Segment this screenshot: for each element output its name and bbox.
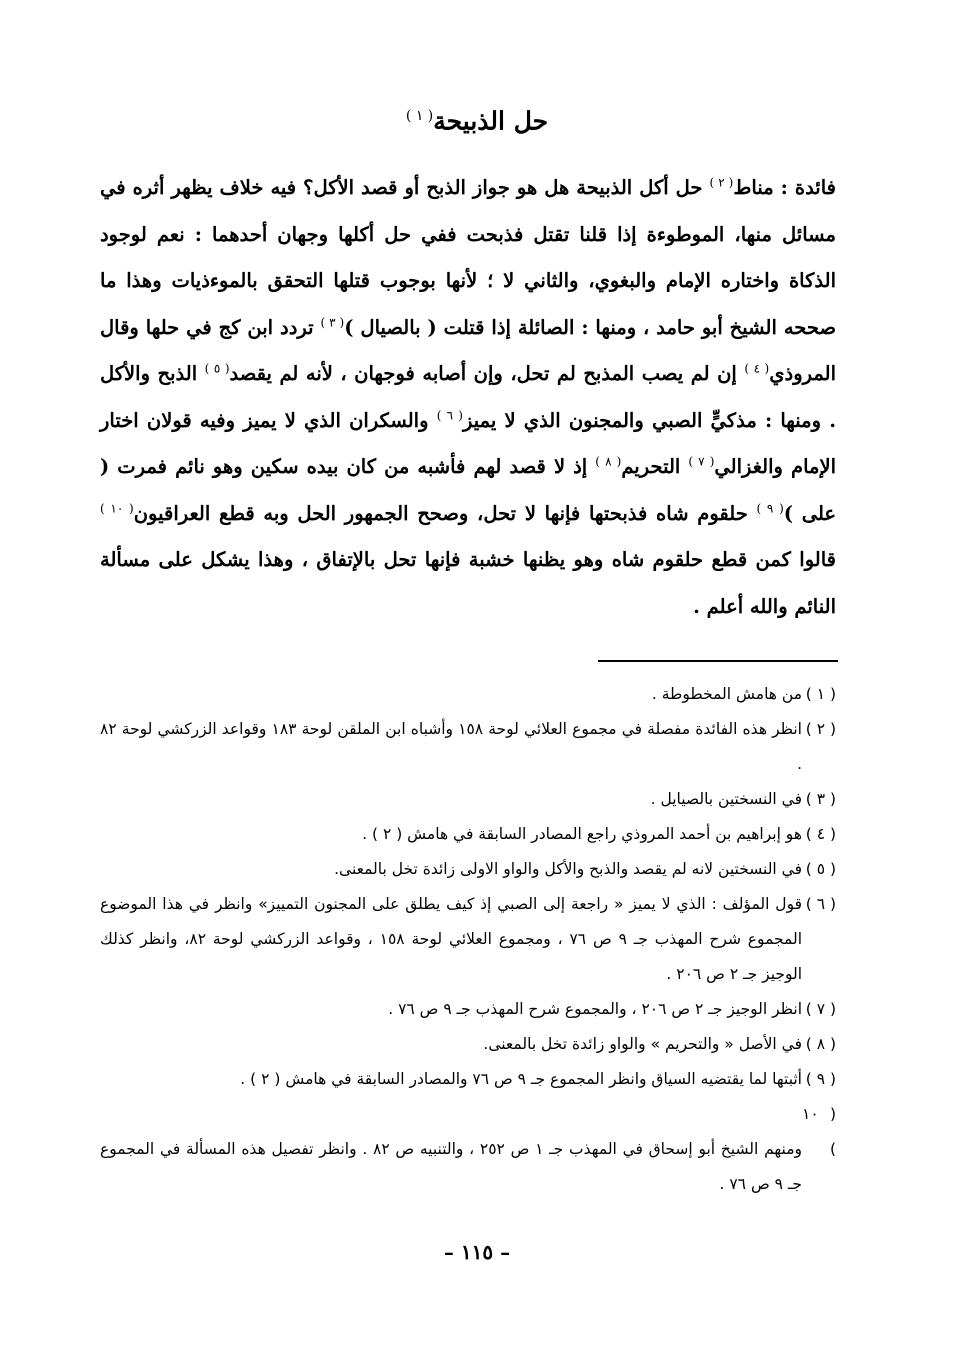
footnote-ref: ( ٦ ): [436, 408, 463, 422]
footnote: [100, 1062, 836, 1097]
footnote-number: ( ٧ ): [805, 1000, 836, 1018]
paragraph-lead: فائدة :: [780, 176, 836, 199]
footnote-number: ( ١٠ ): [802, 1105, 836, 1158]
footnote-text: في النسختين لانه لم يقصد والذبح والأكل والواو الاولى زائدة تخل بالمعنى.: [334, 860, 802, 878]
footnote-number: ( ٣ ): [805, 790, 836, 808]
footnote-ref: ( ١٠ ): [100, 501, 134, 515]
footnote-number: ( ٩ ): [805, 1070, 836, 1088]
footnote-text: انظر الوجيز جـ ٢ ص ٢٠٦ ، والمجموع شرح المهذب جـ ٩ ص ٧٦ .: [388, 1000, 802, 1018]
text-segment: حلقوم شاه فذبحتها فإنها لا تحل، وصحح الجمهور الحل وبه قطع العراقيون: [133, 501, 757, 525]
footnote-ref: ( ٩ ): [756, 501, 784, 515]
footnote: [100, 712, 836, 782]
footnote-text: في النسختين بالصيايل .: [650, 790, 802, 808]
footnote: [100, 887, 836, 992]
footnote: [100, 677, 836, 712]
footnote-ref: ( ٨ ): [595, 454, 622, 469]
footnote-ref: ( ٣ ): [320, 315, 345, 329]
footnote-number: ( ٨ ): [805, 1035, 836, 1053]
text-segment: مناط: [733, 176, 781, 199]
footnote-text: قول المؤلف : الذي لا يميز « راجعة إلى الصبي إذ كيف يطلق على المجنون التمييز» وانظر في هذا الموضوع المجموع شرح المهذب جـ ٩ ص ٧٦ ، ومجموع العلائي لوحة ١٥٨ ، وقواعد الزركشي لوحة ٨٢، وانظر كذلك الوجيز جـ ٢ ص ٢٠٦ .: [100, 895, 803, 983]
footnote: [100, 782, 836, 817]
page-title: [0, 96, 954, 141]
footnote: [100, 1097, 836, 1202]
footnote-text: انظر هذه الفائدة مفصلة في مجموع العلائي لوحة ١٥٨ وأشباه ابن الملقن لوحة ١٨٣ وقواعد الزركشي لوحة ٨٢ .: [100, 720, 802, 773]
footnote-text: أثبتها لما يقتضيه السياق وانظر المجموع جـ ٩ ص ٧٦ والمصادر السابقة في هامش ( ٢ ) .: [240, 1070, 802, 1088]
footnotes-list: [100, 677, 836, 1202]
text-segment: إذ لا قصد لهم فأشبه من كان بيده سكين وهو نائم فمرت ( على ): [100, 455, 837, 525]
footnote-number: ( ٢ ): [805, 720, 836, 738]
text-segment: إن لم يصب المذبح لم تحل، وإن أصابه فوجهان ، لأنه لم يقصد: [229, 362, 745, 385]
text-segment: التحريم: [621, 455, 689, 478]
footnote: [100, 992, 836, 1027]
footnote-ref: ( ٥ ): [204, 361, 230, 376]
text-segment: حل أكل الذبيحة هل هو جواز الذبح أو قصد الأكل؟ فيه خلاف يظهر أثره في مسائل منها، الموطوءة إذا قلنا تقتل فذبحت ففي حل أكلها وجهان أحدهما : نعم لوجود الذكاة واختاره الإمام والبغوي، والثاني لا ؛ لأنها بوجوب قتلها التحقق بالموءذيات وهذا ما صححه الشيخ أبو حامد ، ومنها : الصائلة إذا قتلت ( بالصيال ): [100, 176, 837, 339]
title-text: حل الذبيحة: [433, 106, 549, 136]
footnote: [100, 1027, 836, 1062]
text-segment: الذبح والأكل . ومنها : مذكيٍّ الصبي والمجنون الذي لا يميز: [100, 362, 836, 432]
footnote-ref: ( ٧ ): [688, 454, 715, 469]
main-paragraph: [100, 165, 836, 630]
footnote-text: ومنهم الشيخ أبو إسحاق في المهذب جـ ١ ص ٢٥٢ ، والتنبيه ص ٨٢ . وانظر تفصيل هذه المسألة في المجموع جـ ٩ ص ٧٦ .: [100, 1140, 802, 1193]
footnote-number: ( ١ ): [805, 685, 836, 703]
footnote-divider: [598, 660, 838, 662]
footnote-number: ( ٤ ): [805, 825, 836, 843]
footnote: [100, 852, 836, 887]
text-segment: تردد ابن كج في حلها وقال المروذي: [100, 315, 837, 385]
text-segment: والسكران الذي لا يميز وفيه قولان اختار الإمام والغزالي: [100, 408, 837, 478]
footnote-number: ( ٦ ): [805, 895, 836, 913]
footnote-number: ( ٥ ): [805, 860, 836, 878]
footnote: [100, 817, 836, 852]
footnote-text: من هامش المخطوطة .: [651, 685, 802, 703]
title-footnote-ref: ( ١ ): [405, 108, 434, 124]
footnote-text: هو إبراهيم بن أحمد المروذي راجع المصادر السابقة في هامش ( ٢ ) .: [362, 825, 802, 843]
footnote-ref: ( ٢ ): [709, 175, 734, 190]
text-segment: قالوا كمن قطع حلقوم شاه وهو يظنها خشبة فإنها تحل بالإتفاق ، وهذا يشكل على مسألة النائم والله أعلم .: [100, 548, 836, 618]
page-number: – ١١٥ –: [443, 1240, 511, 1264]
footnote-text: في الأصل « والتحريم » والواو زائدة تخل بالمعنى.: [483, 1035, 802, 1053]
footnote-ref: ( ٤ ): [744, 361, 770, 376]
